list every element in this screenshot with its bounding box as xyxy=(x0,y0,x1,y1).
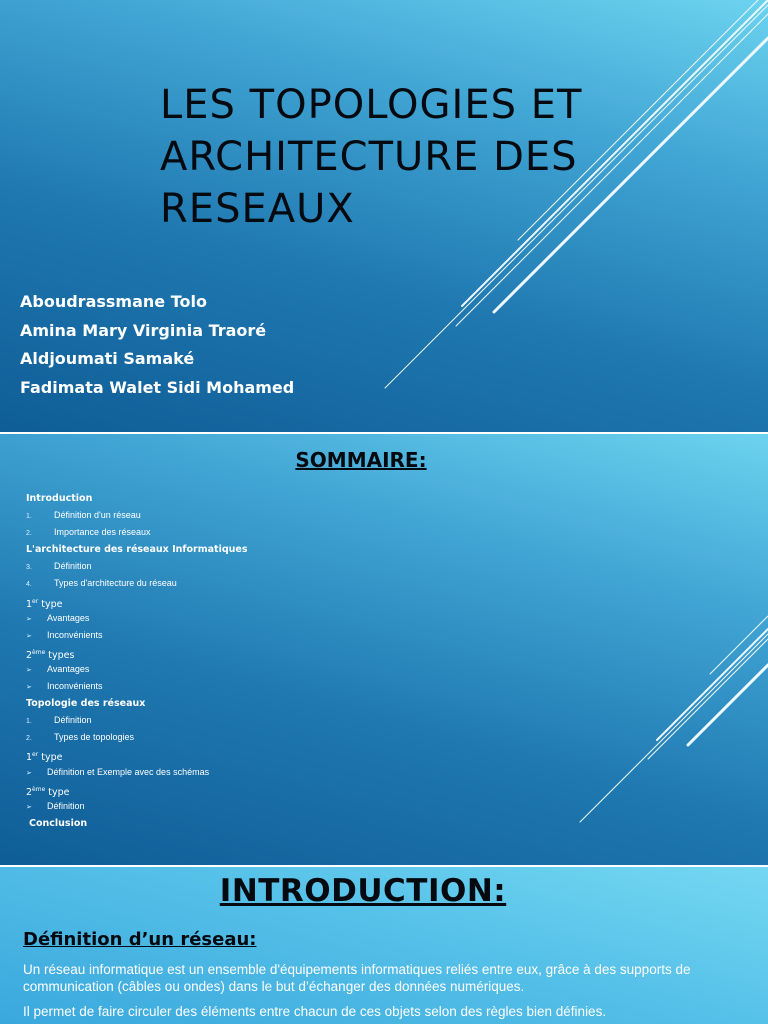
toc-subsection-suffix: ème xyxy=(32,648,46,656)
title-line: ARCHITECTURE DES xyxy=(160,133,578,180)
definition-paragraph: Il permet de faire circuler des éléments entre chacun de ces objets selon des règles bien définies. xyxy=(23,1004,607,1019)
toc-item-label: Définition xyxy=(47,800,85,811)
toc-subsection-suffix: ème xyxy=(32,785,46,793)
toc-item-label: Types de topologies xyxy=(54,732,135,743)
toc-subsection-label: type xyxy=(38,598,63,610)
author-name: Fadimata Walet Sidi Mohamed xyxy=(20,377,295,397)
toc-item-label: Définition d'un réseau xyxy=(54,510,141,521)
author-name: Aboudrassmane Tolo xyxy=(20,292,207,311)
toc-item xyxy=(26,524,248,541)
toc-item-number: 4. xyxy=(26,581,32,589)
toc-item xyxy=(26,798,248,815)
toc-item-number: 2. xyxy=(26,530,32,538)
definition-paragraph: Un réseau informatique est un ensemble d'équipements informatiques reliés entre eux, grâce à des supports de communication (câbles ou ondes) dans le but d’échanger des données numériques. xyxy=(23,962,691,994)
toc-subsection xyxy=(26,781,248,798)
definition-heading: Définition d’un réseau: xyxy=(23,929,257,950)
toc-subsection-number: 1 xyxy=(26,598,33,610)
arrow-bullet-icon: ➢ xyxy=(26,803,32,811)
toc-item xyxy=(26,712,248,729)
toc-section xyxy=(26,815,248,832)
toc-item-number: 1. xyxy=(26,718,32,726)
arrow-bullet-icon: ➢ xyxy=(26,684,32,692)
toc-subsection xyxy=(26,593,248,610)
toc-item-label: Définition et Exemple avec des schémas xyxy=(47,766,210,777)
toc-item-label: Définition xyxy=(54,561,92,572)
author-name: Amina Mary Virginia Traoré xyxy=(20,320,267,340)
slide-introduction xyxy=(0,867,768,1024)
toc-subsection-label: types xyxy=(45,650,75,661)
toc-item xyxy=(26,610,248,627)
title-line: RESEAUX xyxy=(160,185,355,232)
toc-section-label: L'architecture des réseaux Informatiques xyxy=(26,544,248,556)
title-line: LES TOPOLOGIES ET xyxy=(160,81,583,128)
toc-item-label: Inconvénients xyxy=(47,629,103,640)
toc-subsection xyxy=(26,746,248,763)
toc-item-label: Avantages xyxy=(47,663,90,674)
toc-subsection-label: type xyxy=(45,786,70,798)
author-list xyxy=(20,290,294,404)
toc-item xyxy=(26,661,248,678)
toc-section-label: Introduction xyxy=(26,493,93,504)
toc-subsection xyxy=(26,644,248,661)
toc-section xyxy=(26,695,248,712)
toc-subsection-number: 2 xyxy=(26,650,33,661)
toc-section-label: Topologie des réseaux xyxy=(26,698,146,710)
toc-item-label: Définition xyxy=(54,715,92,726)
table-of-contents xyxy=(26,490,248,832)
toc-item xyxy=(26,729,248,746)
toc-subsection-number: 2 xyxy=(26,786,33,798)
toc-section-label: Conclusion xyxy=(29,817,88,829)
introduction-title: INTRODUCTION: xyxy=(219,873,507,909)
toc-item xyxy=(26,627,248,644)
toc-item xyxy=(26,678,248,695)
author-name: Aldjoumati Samaké xyxy=(20,349,195,368)
toc-item-label: Types d'architecture du réseau xyxy=(54,578,177,589)
toc-subsection-label: type xyxy=(38,752,63,764)
toc-item xyxy=(26,558,248,575)
toc-item-number: 1. xyxy=(26,513,32,521)
slide-summary xyxy=(0,434,768,865)
toc-item-number: 2. xyxy=(26,735,32,743)
toc-section xyxy=(26,541,248,558)
toc-item-number: 3. xyxy=(26,564,32,572)
toc-item-label: Avantages xyxy=(47,612,90,623)
arrow-bullet-icon: ➢ xyxy=(26,769,32,777)
presentation-title xyxy=(160,79,720,235)
toc-item-label: Inconvénients xyxy=(47,681,103,692)
toc-section xyxy=(26,490,248,507)
toc-item-label: Importance des réseaux xyxy=(54,527,151,538)
arrow-bullet-icon: ➢ xyxy=(26,666,32,674)
slide-title xyxy=(0,0,768,432)
toc-subsection-number: 1 xyxy=(26,752,33,764)
summary-title: SOMMAIRE: xyxy=(295,448,427,472)
toc-item xyxy=(26,575,248,592)
toc-item xyxy=(26,507,248,524)
toc-item xyxy=(26,764,248,781)
toc-subsection-suffix: er xyxy=(32,751,39,759)
arrow-bullet-icon: ➢ xyxy=(26,632,32,640)
arrow-bullet-icon: ➢ xyxy=(26,615,32,623)
toc-subsection-suffix: er xyxy=(32,597,39,605)
